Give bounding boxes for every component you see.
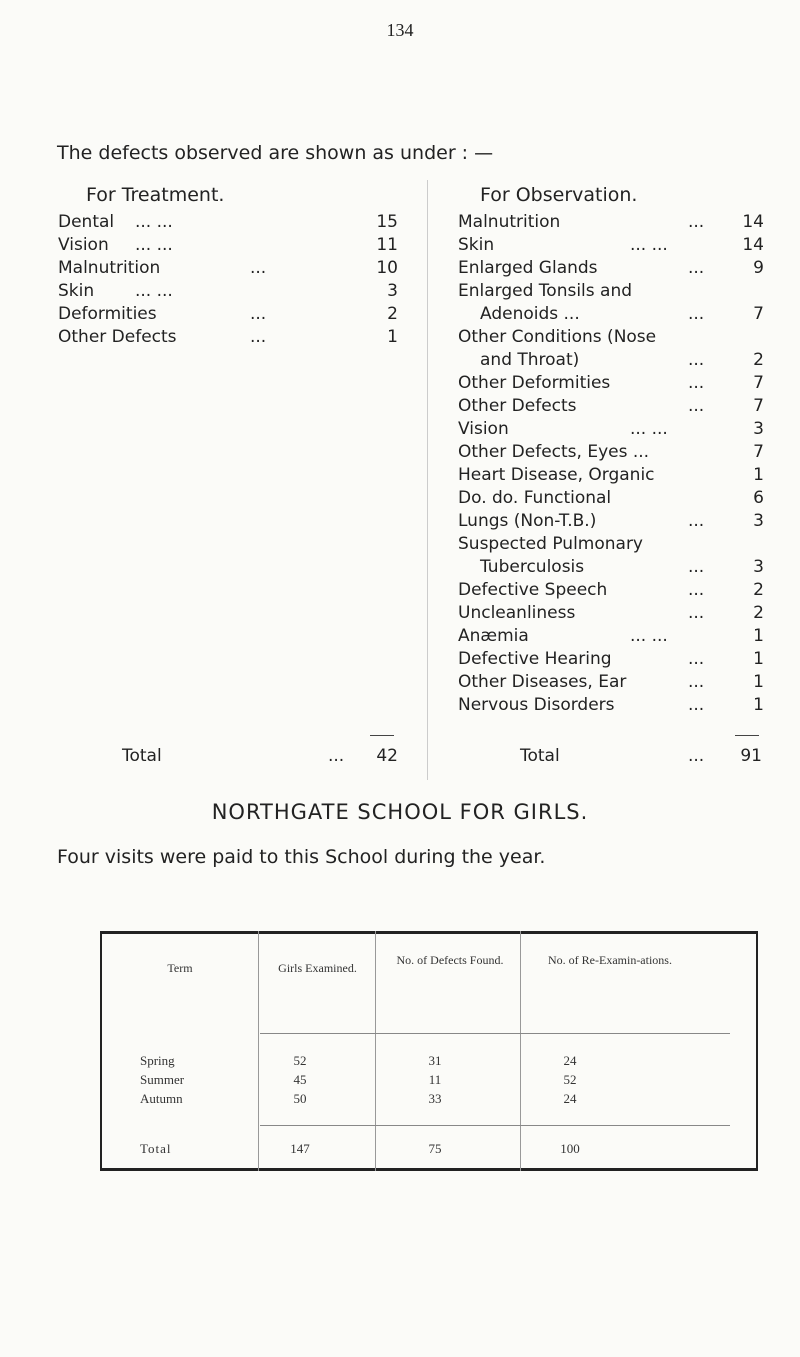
observation-row-leader: ... [688,580,705,600]
observation-row-value: 2 [753,350,764,370]
treatment-row-label: Skin [58,281,95,301]
observation-row-value: 1 [753,626,764,646]
treatment-row-leader: ... [250,258,267,278]
table-col-sep [375,931,376,1171]
observation-row-leader: ... [688,511,705,531]
observation-row-label: Lungs (Non-T.B.) [458,511,597,531]
treatment-row-label: Vision [58,235,109,255]
observation-row-label: Skin [458,235,495,255]
observation-total-rule [735,735,759,736]
treatment-row-leader: ... ... [135,235,173,255]
table-col-sep [520,931,521,1171]
treatment-row-label: Malnutrition [58,258,161,278]
observation-row-label: Defective Speech [458,580,608,600]
table-header: No. of Re-Examin-ations. [548,953,672,967]
observation-row-label: Heart Disease, Organic [458,465,655,485]
observation-row-label: Other Defects [458,396,577,416]
table-header: Girls Examined. [278,961,357,975]
treatment-row-value: 3 [387,281,398,301]
observation-row-leader: ... [688,672,705,692]
treatment-total-rule [370,735,394,736]
table-header: Term [167,961,193,975]
observation-row-label: Other Diseases, Ear [458,672,627,692]
table-cell: 11 [428,1072,442,1087]
observation-row-value: 9 [753,258,764,278]
observation-row-leader: ... [688,212,705,232]
table-header: No. of Defects Found. [396,953,504,967]
observation-row-value: 1 [753,672,764,692]
treatment-heading: For Treatment. [86,184,225,206]
observation-row-value: 7 [753,373,764,393]
table-cell: 31 [428,1053,442,1068]
observation-total-label: Total [520,746,560,766]
observation-heading: For Observation. [480,184,638,206]
observation-row-value: 3 [753,511,764,531]
observation-row-leader: ... ... [630,235,668,255]
observation-row-leader: ... ... [630,419,668,439]
observation-row-leader: ... [688,304,705,324]
table-term-cell: Spring [140,1053,175,1068]
table-total-rule [260,1125,730,1126]
observation-row-leader: ... [688,258,705,278]
observation-row-label: Other Defects, Eyes ... [458,442,650,462]
observation-row-leader: ... [688,373,705,393]
observation-row-value: 3 [753,419,764,439]
table-term-cell: Summer [140,1072,185,1087]
treatment-row-value: 11 [376,235,398,255]
table-total-cell: 147 [290,1141,310,1156]
observation-row-value: 14 [742,212,764,232]
treatment-row-value: 10 [376,258,398,278]
observation-row-leader: ... [688,396,705,416]
observation-row-label: Defective Hearing [458,649,612,669]
observation-row-leader: ... [688,649,705,669]
observation-row-leader: ... [688,695,705,715]
table-cell: 52 [293,1053,307,1068]
table-cell: 52 [563,1072,577,1087]
table-cell: 45 [293,1072,307,1087]
treatment-row-leader: ... ... [135,212,173,232]
observation-row-value: 1 [753,649,764,669]
page-number: 134 [386,20,414,40]
observation-total-dots: ... [688,746,705,766]
table-cell: 50 [293,1091,307,1106]
table-right-rule [756,931,758,1171]
table-header-rule [260,1033,730,1034]
observation-row-value: 6 [753,488,764,508]
observation-row-label: Do. do. Functional [458,488,612,508]
observation-row-value: 3 [753,557,764,577]
observation-row-value: 14 [742,235,764,255]
table-total-cell: 100 [560,1141,580,1156]
observation-row-label: Anæmia [458,626,529,646]
treatment-row-leader: ... [250,327,267,347]
visits-table [100,931,758,1171]
observation-row-leader: ... [688,557,705,577]
treatment-row-leader: ... [250,304,267,324]
observation-row-value: 7 [753,442,764,462]
treatment-row-value: 1 [387,327,398,347]
observation-row-value: 1 [753,465,764,485]
observation-row-value: 2 [753,580,764,600]
observation-row-label: Suspected Pulmonary [458,534,643,554]
observation-row-label: Enlarged Tonsils and [458,281,633,301]
observation-row-label: Tuberculosis [480,557,585,577]
treatment-row-leader: ... ... [135,281,173,301]
observation-row-label: Nervous Disorders [458,695,615,715]
school-title: NORTHGATE SCHOOL FOR GIRLS. [211,800,589,824]
observation-row-leader: ... ... [630,626,668,646]
treatment-row-label: Deformities [58,304,157,324]
table-top-rule [100,931,758,934]
observation-row-label: Vision [458,419,509,439]
observation-row-label: Malnutrition [458,212,561,232]
observation-row-label: Other Conditions (Nose [458,327,657,347]
observation-total-value: 91 [740,746,762,766]
treatment-total-value: 42 [376,746,398,766]
observation-row-label: Other Deformities [458,373,611,393]
table-bottom-rule [100,1168,758,1171]
column-divider [427,180,428,780]
observation-row-label: Uncleanliness [458,603,576,623]
observation-row-value: 2 [753,603,764,623]
observation-row-label: Adenoids ... [480,304,580,324]
table-cell: 24 [563,1053,577,1068]
observation-row-value: 1 [753,695,764,715]
observation-row-label: and Throat) [480,350,580,370]
treatment-row-label: Dental [58,212,115,232]
observation-row-leader: ... [688,603,705,623]
visits-text: Four visits were paid to this School during the year. [57,846,546,868]
treatment-total-dots: ... [328,746,345,766]
observation-row-leader: ... [688,350,705,370]
table-total-cell: 75 [428,1141,442,1156]
table-term-cell: Autumn [140,1091,183,1106]
treatment-row-value: 2 [387,304,398,324]
treatment-row-label: Other Defects [58,327,177,347]
treatment-total-label: Total [122,746,162,766]
table-cell: 24 [563,1091,577,1106]
table-cell: 33 [428,1091,442,1106]
intro-text: The defects observed are shown as under : — [57,142,494,164]
observation-row-value: 7 [753,304,764,324]
observation-row-value: 7 [753,396,764,416]
table-total-label: Total [140,1141,172,1156]
treatment-row-value: 15 [376,212,398,232]
observation-row-label: Enlarged Glands [458,258,598,278]
